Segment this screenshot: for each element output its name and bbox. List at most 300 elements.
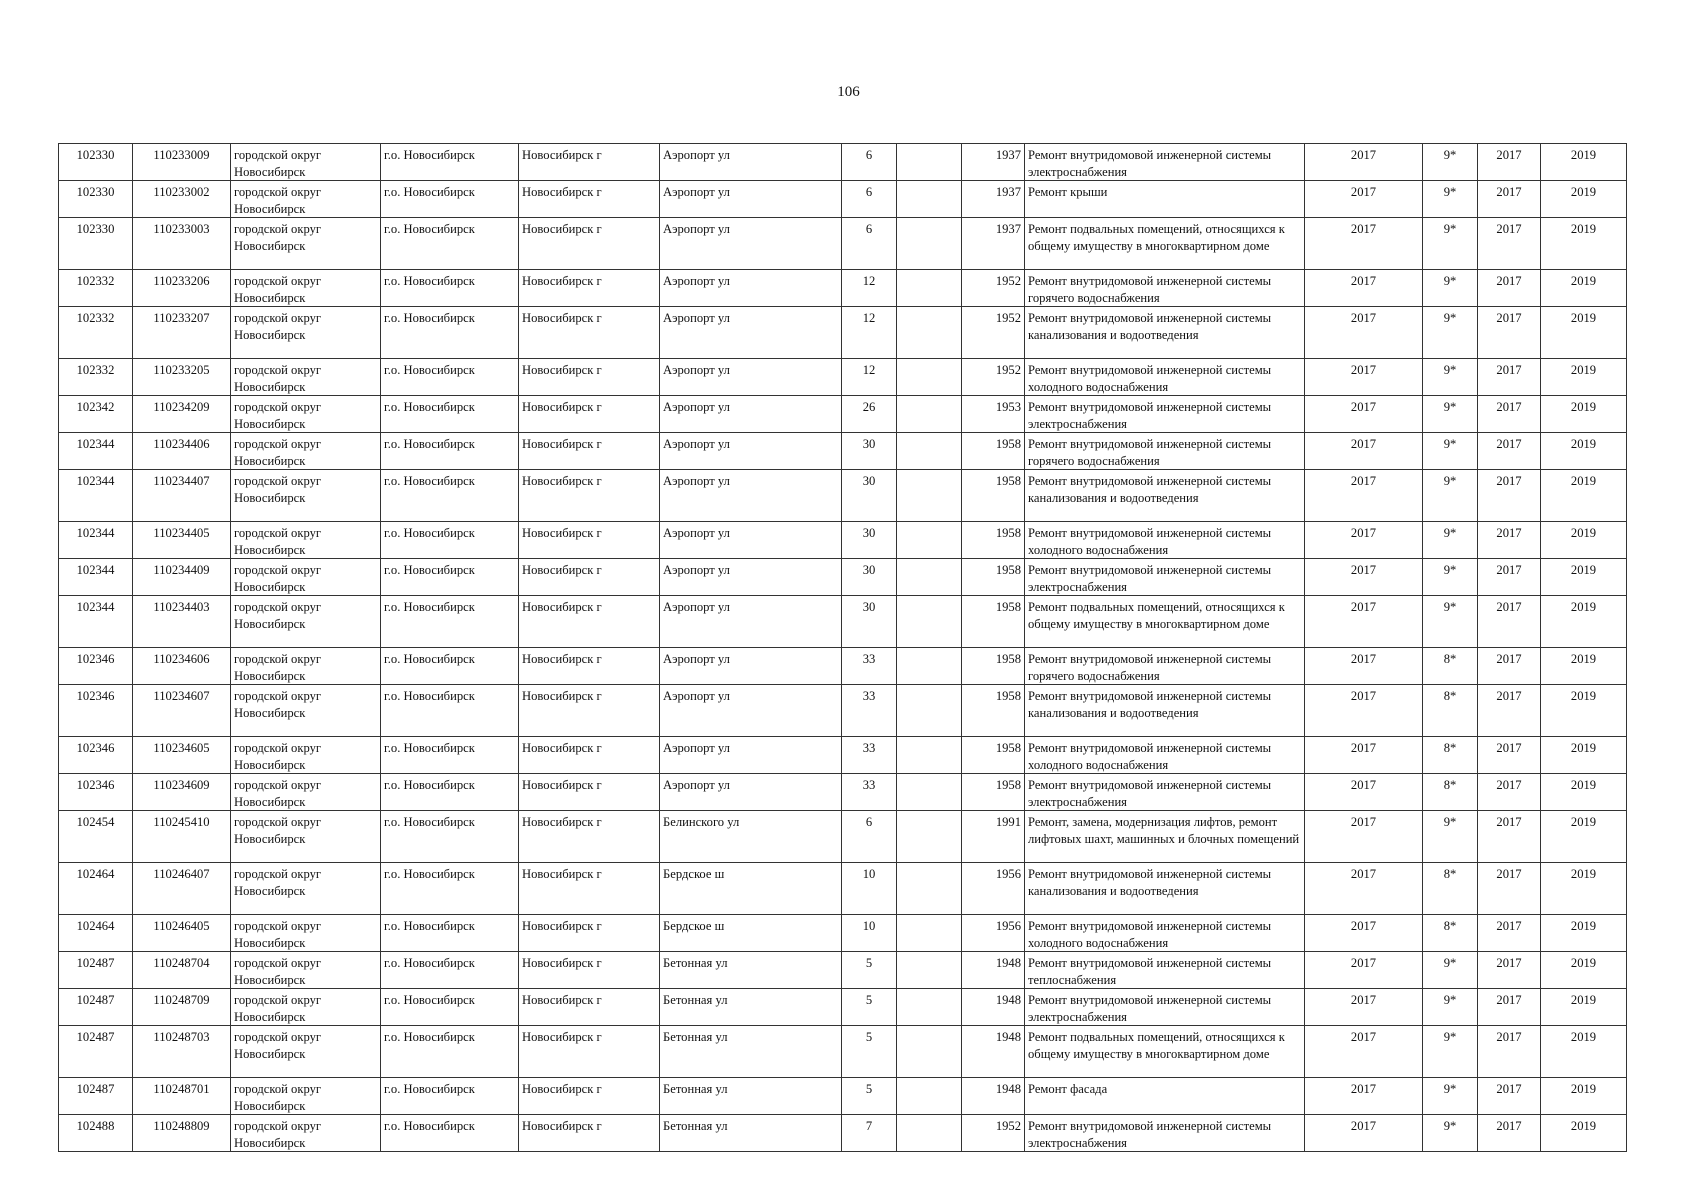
city-cell: Новосибирск г [519,218,660,270]
plan-year-cell: 2017 [1305,470,1423,522]
period-start-cell: 2017 [1478,307,1541,359]
house-number-cell: 10 [842,863,897,915]
period-start-cell: 2017 [1478,144,1541,181]
period-end-cell: 2019 [1541,1115,1627,1152]
municipality-cell: г.о. Новосибирск [381,144,519,181]
record-id-cell: 102344 [59,522,133,559]
work-code-cell: 110233009 [133,144,231,181]
work-code-cell: 110233003 [133,218,231,270]
period-end-cell: 2019 [1541,1078,1627,1115]
building-cell [897,181,962,218]
plan-year-cell: 2017 [1305,685,1423,737]
period-end-cell: 2019 [1541,989,1627,1026]
city-cell: Новосибирск г [519,1115,660,1152]
city-cell: Новосибирск г [519,433,660,470]
city-cell: Новосибирск г [519,989,660,1026]
house-number-cell: 6 [842,218,897,270]
house-number-cell: 12 [842,359,897,396]
work-type-cell: Ремонт внутридомовой инженерной системы электроснабжения [1025,774,1305,811]
work-type-cell: Ремонт внутридомовой инженерной системы электроснабжения [1025,396,1305,433]
record-id-cell: 102342 [59,396,133,433]
build-year-cell: 1958 [962,522,1025,559]
plan-year-cell: 2017 [1305,181,1423,218]
municipality-cell: г.о. Новосибирск [381,1078,519,1115]
building-cell [897,433,962,470]
period-start-cell: 2017 [1478,396,1541,433]
plan-year-cell: 2017 [1305,270,1423,307]
table-row [59,737,1627,774]
work-type-cell: Ремонт внутридомовой инженерной системы холодного водоснабжения [1025,359,1305,396]
municipality-cell: г.о. Новосибирск [381,596,519,648]
table-body [59,144,1627,1152]
municipality-cell: г.о. Новосибирск [381,396,519,433]
build-year-cell: 1952 [962,270,1025,307]
record-id-cell: 102332 [59,359,133,396]
build-year-cell: 1948 [962,1026,1025,1078]
house-number-cell: 30 [842,596,897,648]
municipal-okrug-cell: городской округ Новосибирск [231,307,381,359]
municipal-okrug-cell: городской округ Новосибирск [231,1078,381,1115]
period-end-cell: 2019 [1541,1026,1627,1078]
record-id-cell: 102488 [59,1115,133,1152]
score-cell: 9* [1423,952,1478,989]
plan-year-cell: 2017 [1305,737,1423,774]
period-end-cell: 2019 [1541,685,1627,737]
municipal-okrug-cell: городской округ Новосибирск [231,648,381,685]
street-cell: Аэропорт ул [660,559,842,596]
house-number-cell: 33 [842,648,897,685]
city-cell: Новосибирск г [519,596,660,648]
city-cell: Новосибирск г [519,559,660,596]
build-year-cell: 1991 [962,811,1025,863]
city-cell: Новосибирск г [519,952,660,989]
period-start-cell: 2017 [1478,270,1541,307]
table-row [59,270,1627,307]
municipal-okrug-cell: городской округ Новосибирск [231,915,381,952]
work-type-cell: Ремонт внутридомовой инженерной системы канализования и водоотведения [1025,470,1305,522]
house-number-cell: 30 [842,433,897,470]
building-cell [897,811,962,863]
municipal-okrug-cell: городской округ Новосибирск [231,359,381,396]
period-start-cell: 2017 [1478,359,1541,396]
work-type-cell: Ремонт подвальных помещений, относящихся к общему имуществу в многоквартирном доме [1025,218,1305,270]
municipality-cell: г.о. Новосибирск [381,1026,519,1078]
table-row [59,596,1627,648]
building-cell [897,307,962,359]
record-id-cell: 102487 [59,1026,133,1078]
municipal-okrug-cell: городской округ Новосибирск [231,144,381,181]
house-number-cell: 5 [842,989,897,1026]
municipality-cell: г.о. Новосибирск [381,522,519,559]
period-end-cell: 2019 [1541,433,1627,470]
period-end-cell: 2019 [1541,559,1627,596]
work-type-cell: Ремонт крыши [1025,181,1305,218]
municipality-cell: г.о. Новосибирск [381,774,519,811]
record-id-cell: 102464 [59,863,133,915]
municipality-cell: г.о. Новосибирск [381,648,519,685]
record-id-cell: 102346 [59,685,133,737]
municipality-cell: г.о. Новосибирск [381,863,519,915]
municipality-cell: г.о. Новосибирск [381,811,519,863]
street-cell: Бетонная ул [660,1026,842,1078]
building-cell [897,559,962,596]
work-code-cell: 110248701 [133,1078,231,1115]
table-row [59,774,1627,811]
street-cell: Аэропорт ул [660,737,842,774]
work-code-cell: 110233207 [133,307,231,359]
work-type-cell: Ремонт внутридомовой инженерной системы электроснабжения [1025,1115,1305,1152]
work-type-cell: Ремонт внутридомовой инженерной системы горячего водоснабжения [1025,270,1305,307]
city-cell: Новосибирск г [519,522,660,559]
period-end-cell: 2019 [1541,648,1627,685]
period-start-cell: 2017 [1478,774,1541,811]
municipality-cell: г.о. Новосибирск [381,685,519,737]
street-cell: Бетонная ул [660,989,842,1026]
municipal-okrug-cell: городской округ Новосибирск [231,559,381,596]
building-cell [897,1078,962,1115]
record-id-cell: 102332 [59,270,133,307]
period-end-cell: 2019 [1541,596,1627,648]
house-number-cell: 12 [842,270,897,307]
municipal-okrug-cell: городской округ Новосибирск [231,522,381,559]
plan-year-cell: 2017 [1305,1115,1423,1152]
table-row [59,952,1627,989]
city-cell: Новосибирск г [519,144,660,181]
record-id-cell: 102487 [59,1078,133,1115]
building-cell [897,915,962,952]
score-cell: 8* [1423,737,1478,774]
work-code-cell: 110234409 [133,559,231,596]
period-start-cell: 2017 [1478,596,1541,648]
period-end-cell: 2019 [1541,307,1627,359]
building-cell [897,522,962,559]
street-cell: Аэропорт ул [660,144,842,181]
score-cell: 9* [1423,1078,1478,1115]
street-cell: Аэропорт ул [660,648,842,685]
street-cell: Аэропорт ул [660,685,842,737]
period-start-cell: 2017 [1478,1115,1541,1152]
build-year-cell: 1952 [962,359,1025,396]
municipal-okrug-cell: городской округ Новосибирск [231,218,381,270]
score-cell: 9* [1423,989,1478,1026]
build-year-cell: 1956 [962,863,1025,915]
street-cell: Аэропорт ул [660,181,842,218]
page-number: 106 [837,84,860,100]
record-id-cell: 102487 [59,952,133,989]
score-cell: 9* [1423,1115,1478,1152]
table-row [59,559,1627,596]
record-id-cell: 102344 [59,596,133,648]
plan-year-cell: 2017 [1305,774,1423,811]
city-cell: Новосибирск г [519,359,660,396]
table-row [59,1078,1627,1115]
city-cell: Новосибирск г [519,737,660,774]
record-id-cell: 102332 [59,307,133,359]
plan-year-cell: 2017 [1305,559,1423,596]
house-number-cell: 12 [842,307,897,359]
period-end-cell: 2019 [1541,774,1627,811]
work-type-cell: Ремонт внутридомовой инженерной системы холодного водоснабжения [1025,915,1305,952]
period-end-cell: 2019 [1541,737,1627,774]
table-row [59,307,1627,359]
work-type-cell: Ремонт внутридомовой инженерной системы холодного водоснабжения [1025,737,1305,774]
house-number-cell: 6 [842,811,897,863]
record-id-cell: 102454 [59,811,133,863]
period-start-cell: 2017 [1478,559,1541,596]
plan-year-cell: 2017 [1305,648,1423,685]
municipal-okrug-cell: городской округ Новосибирск [231,774,381,811]
period-start-cell: 2017 [1478,470,1541,522]
municipal-okrug-cell: городской округ Новосибирск [231,470,381,522]
building-cell [897,685,962,737]
table-row [59,522,1627,559]
city-cell: Новосибирск г [519,270,660,307]
work-code-cell: 110234407 [133,470,231,522]
municipality-cell: г.о. Новосибирск [381,470,519,522]
build-year-cell: 1958 [962,559,1025,596]
repair-register-table [58,143,1627,1152]
period-end-cell: 2019 [1541,915,1627,952]
street-cell: Аэропорт ул [660,396,842,433]
build-year-cell: 1953 [962,396,1025,433]
plan-year-cell: 2017 [1305,433,1423,470]
city-cell: Новосибирск г [519,648,660,685]
work-code-cell: 110246405 [133,915,231,952]
street-cell: Аэропорт ул [660,359,842,396]
work-code-cell: 110234609 [133,774,231,811]
table-row [59,144,1627,181]
city-cell: Новосибирск г [519,307,660,359]
table-row [59,218,1627,270]
municipal-okrug-cell: городской округ Новосибирск [231,952,381,989]
score-cell: 9* [1423,396,1478,433]
building-cell [897,952,962,989]
plan-year-cell: 2017 [1305,1078,1423,1115]
house-number-cell: 33 [842,685,897,737]
street-cell: Аэропорт ул [660,522,842,559]
table-row [59,1115,1627,1152]
plan-year-cell: 2017 [1305,307,1423,359]
street-cell: Бетонная ул [660,1078,842,1115]
house-number-cell: 30 [842,559,897,596]
table-row [59,181,1627,218]
period-start-cell: 2017 [1478,863,1541,915]
municipal-okrug-cell: городской округ Новосибирск [231,181,381,218]
building-cell [897,359,962,396]
work-code-cell: 110233205 [133,359,231,396]
score-cell: 9* [1423,522,1478,559]
house-number-cell: 6 [842,144,897,181]
plan-year-cell: 2017 [1305,144,1423,181]
street-cell: Аэропорт ул [660,270,842,307]
table-row [59,685,1627,737]
street-cell: Бетонная ул [660,952,842,989]
build-year-cell: 1948 [962,952,1025,989]
work-code-cell: 110248809 [133,1115,231,1152]
municipal-okrug-cell: городской округ Новосибирск [231,1115,381,1152]
municipal-okrug-cell: городской округ Новосибирск [231,433,381,470]
building-cell [897,596,962,648]
street-cell: Бердское ш [660,915,842,952]
plan-year-cell: 2017 [1305,811,1423,863]
table-row [59,811,1627,863]
table-row [59,863,1627,915]
record-id-cell: 102344 [59,559,133,596]
street-cell: Аэропорт ул [660,218,842,270]
plan-year-cell: 2017 [1305,952,1423,989]
work-type-cell: Ремонт фасада [1025,1078,1305,1115]
municipality-cell: г.о. Новосибирск [381,989,519,1026]
work-type-cell: Ремонт внутридомовой инженерной системы канализования и водоотведения [1025,863,1305,915]
period-end-cell: 2019 [1541,396,1627,433]
house-number-cell: 7 [842,1115,897,1152]
city-cell: Новосибирск г [519,811,660,863]
build-year-cell: 1937 [962,218,1025,270]
plan-year-cell: 2017 [1305,989,1423,1026]
score-cell: 9* [1423,270,1478,307]
record-id-cell: 102487 [59,989,133,1026]
work-code-cell: 110246407 [133,863,231,915]
plan-year-cell: 2017 [1305,218,1423,270]
plan-year-cell: 2017 [1305,359,1423,396]
score-cell: 8* [1423,685,1478,737]
build-year-cell: 1937 [962,181,1025,218]
period-start-cell: 2017 [1478,218,1541,270]
work-code-cell: 110245410 [133,811,231,863]
work-code-cell: 110234606 [133,648,231,685]
street-cell: Бетонная ул [660,1115,842,1152]
building-cell [897,989,962,1026]
municipal-okrug-cell: городской округ Новосибирск [231,863,381,915]
period-start-cell: 2017 [1478,522,1541,559]
build-year-cell: 1948 [962,989,1025,1026]
city-cell: Новосибирск г [519,774,660,811]
period-start-cell: 2017 [1478,685,1541,737]
table-row [59,915,1627,952]
plan-year-cell: 2017 [1305,1026,1423,1078]
table-row [59,648,1627,685]
municipal-okrug-cell: городской округ Новосибирск [231,1026,381,1078]
municipality-cell: г.о. Новосибирск [381,433,519,470]
work-code-cell: 110234607 [133,685,231,737]
plan-year-cell: 2017 [1305,522,1423,559]
city-cell: Новосибирск г [519,863,660,915]
build-year-cell: 1958 [962,470,1025,522]
house-number-cell: 5 [842,1026,897,1078]
municipality-cell: г.о. Новосибирск [381,559,519,596]
work-type-cell: Ремонт внутридомовой инженерной системы канализования и водоотведения [1025,685,1305,737]
city-cell: Новосибирск г [519,685,660,737]
municipality-cell: г.о. Новосибирск [381,270,519,307]
period-start-cell: 2017 [1478,989,1541,1026]
building-cell [897,1026,962,1078]
work-type-cell: Ремонт внутридомовой инженерной системы электроснабжения [1025,559,1305,596]
plan-year-cell: 2017 [1305,596,1423,648]
record-id-cell: 102344 [59,433,133,470]
house-number-cell: 30 [842,470,897,522]
period-start-cell: 2017 [1478,811,1541,863]
building-cell [897,737,962,774]
build-year-cell: 1952 [962,307,1025,359]
municipality-cell: г.о. Новосибирск [381,307,519,359]
municipality-cell: г.о. Новосибирск [381,915,519,952]
score-cell: 9* [1423,433,1478,470]
plan-year-cell: 2017 [1305,915,1423,952]
municipal-okrug-cell: городской округ Новосибирск [231,270,381,307]
score-cell: 9* [1423,596,1478,648]
table-row [59,359,1627,396]
plan-year-cell: 2017 [1305,396,1423,433]
score-cell: 8* [1423,774,1478,811]
record-id-cell: 102346 [59,648,133,685]
period-start-cell: 2017 [1478,433,1541,470]
period-start-cell: 2017 [1478,1078,1541,1115]
record-id-cell: 102330 [59,181,133,218]
house-number-cell: 33 [842,737,897,774]
score-cell: 9* [1423,359,1478,396]
work-type-cell: Ремонт внутридомовой инженерной системы электроснабжения [1025,989,1305,1026]
period-start-cell: 2017 [1478,648,1541,685]
record-id-cell: 102330 [59,144,133,181]
score-cell: 9* [1423,559,1478,596]
work-type-cell: Ремонт внутридомовой инженерной системы холодного водоснабжения [1025,522,1305,559]
city-cell: Новосибирск г [519,470,660,522]
build-year-cell: 1958 [962,648,1025,685]
work-type-cell: Ремонт внутридомовой инженерной системы электроснабжения [1025,144,1305,181]
build-year-cell: 1956 [962,915,1025,952]
period-end-cell: 2019 [1541,470,1627,522]
table-row [59,470,1627,522]
street-cell: Аэропорт ул [660,774,842,811]
plan-year-cell: 2017 [1305,863,1423,915]
record-id-cell: 102330 [59,218,133,270]
street-cell: Бердское ш [660,863,842,915]
work-type-cell: Ремонт внутридомовой инженерной системы канализования и водоотведения [1025,307,1305,359]
municipality-cell: г.о. Новосибирск [381,737,519,774]
build-year-cell: 1952 [962,1115,1025,1152]
municipality-cell: г.о. Новосибирск [381,218,519,270]
period-start-cell: 2017 [1478,1026,1541,1078]
period-end-cell: 2019 [1541,811,1627,863]
score-cell: 9* [1423,1026,1478,1078]
municipality-cell: г.о. Новосибирск [381,359,519,396]
work-code-cell: 110234209 [133,396,231,433]
period-end-cell: 2019 [1541,218,1627,270]
period-start-cell: 2017 [1478,952,1541,989]
building-cell [897,470,962,522]
work-code-cell: 110234605 [133,737,231,774]
work-type-cell: Ремонт, замена, модернизация лифтов, ремонт лифтовых шахт, машинных и блочных помещений [1025,811,1305,863]
house-number-cell: 30 [842,522,897,559]
city-cell: Новосибирск г [519,1078,660,1115]
table-row [59,1026,1627,1078]
building-cell [897,1115,962,1152]
house-number-cell: 5 [842,1078,897,1115]
record-id-cell: 102346 [59,737,133,774]
period-start-cell: 2017 [1478,915,1541,952]
build-year-cell: 1958 [962,685,1025,737]
work-code-cell: 110248703 [133,1026,231,1078]
street-cell: Аэропорт ул [660,433,842,470]
municipality-cell: г.о. Новосибирск [381,1115,519,1152]
score-cell: 9* [1423,811,1478,863]
build-year-cell: 1958 [962,774,1025,811]
record-id-cell: 102464 [59,915,133,952]
building-cell [897,863,962,915]
score-cell: 8* [1423,915,1478,952]
work-type-cell: Ремонт внутридомовой инженерной системы теплоснабжения [1025,952,1305,989]
build-year-cell: 1948 [962,1078,1025,1115]
